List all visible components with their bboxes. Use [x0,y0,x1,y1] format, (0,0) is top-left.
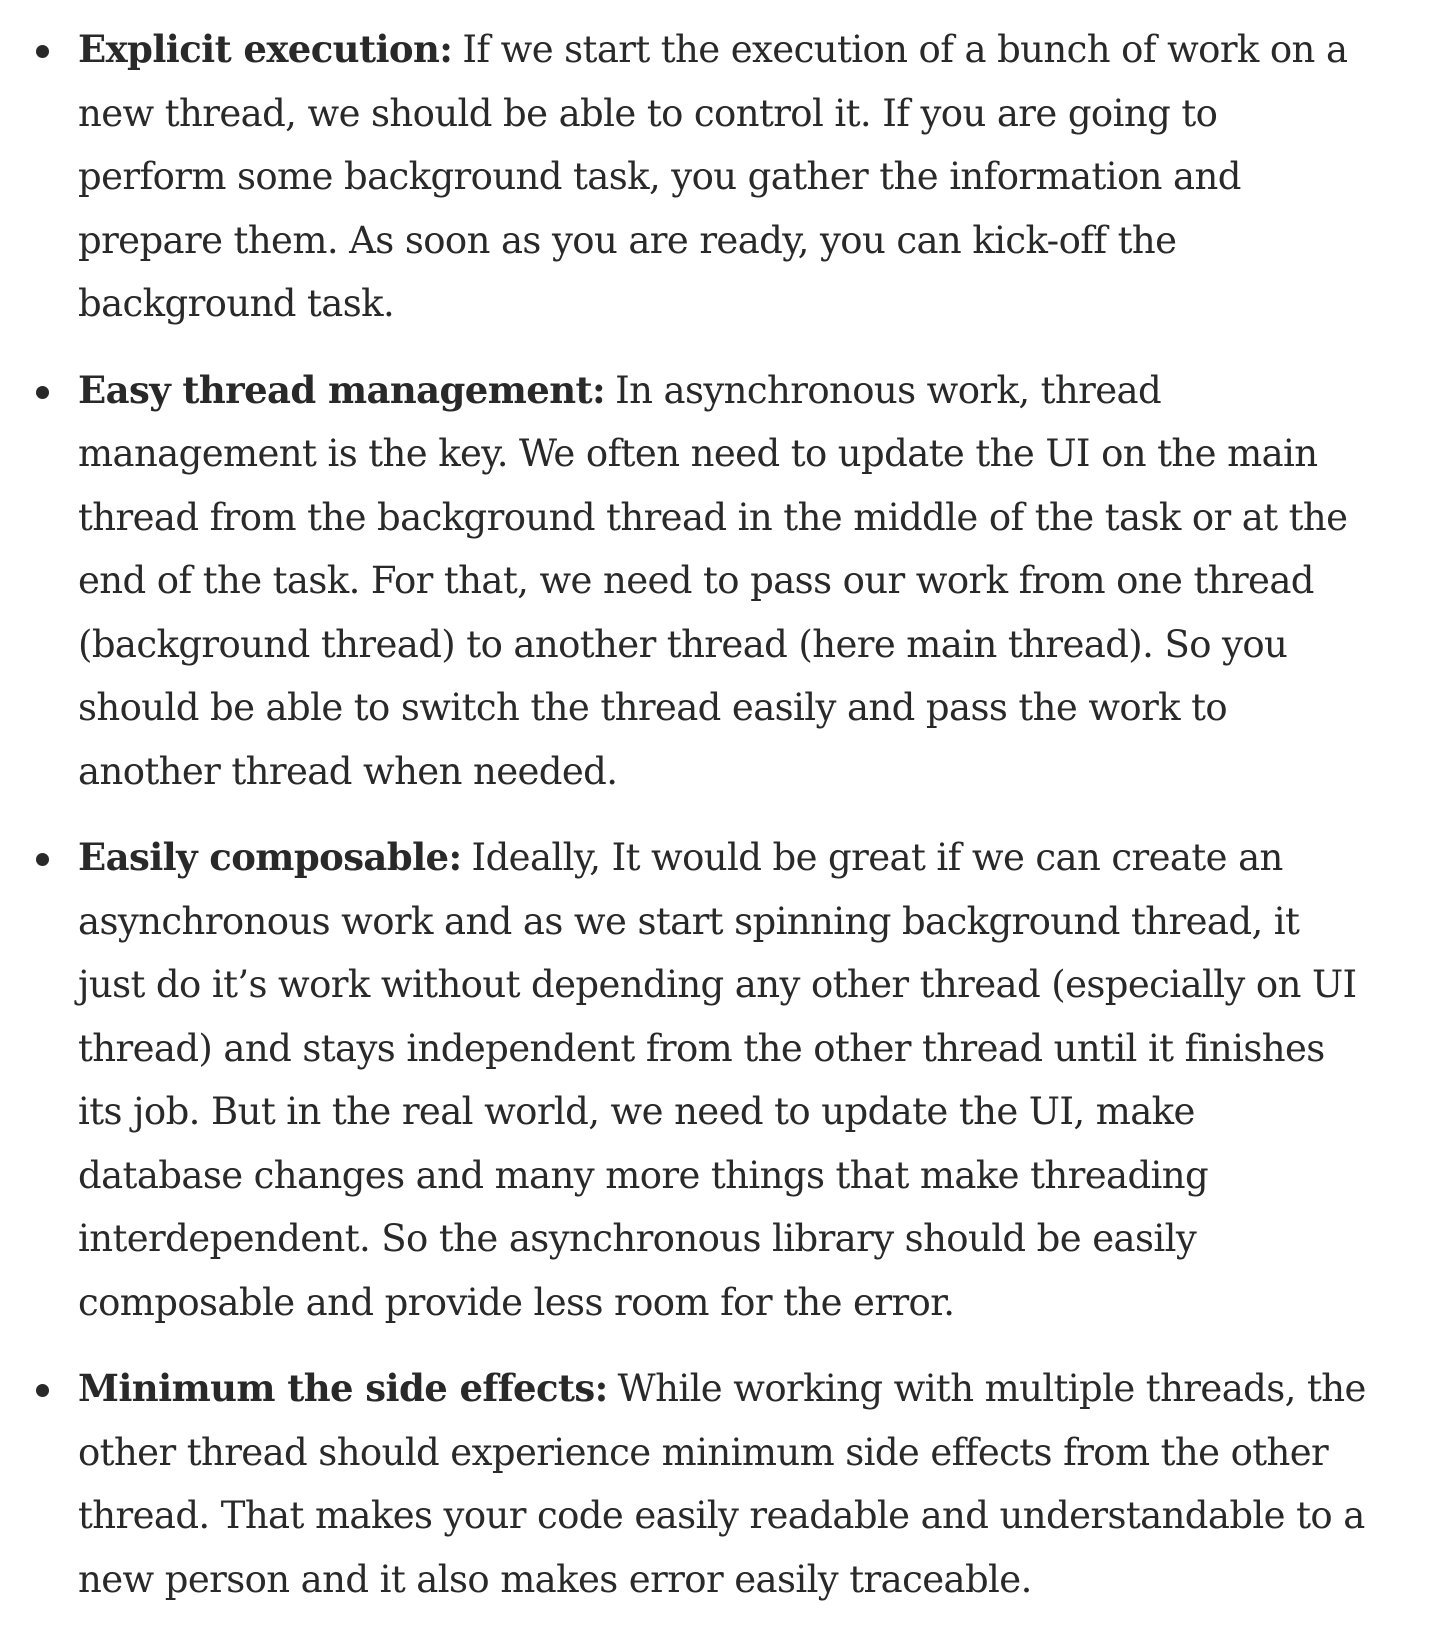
bullet-dot-icon [36,1384,49,1397]
item-text: Ideally, It would be great if we can create an asynchronous work and as we start spinning background thread, it just do it’s work without depending any other thread (especially on UI thread) and stays independent from the other thread until it finishes its job. But in the real world, we need to update the UI, make database changes and many more things that make threading interdependent. So the asynchronous library should be easily composable and provide less room for the error. [78,836,1357,1324]
item-text: In asynchronous work, thread management is the key. We often need to update the UI on the main thread from the background thread in the middle of the task or at the end of the task. For that, we need to pass our work from one thread (background thread) to another thread (here main thread). So you should be able to switch the thread easily and pass the work to another thread when needed. [78,368,1348,793]
list-item-explicit-execution [78,18,1370,336]
item-heading: Explicit execution: [78,27,453,71]
item-text: While working with multiple threads, the other thread should experience minimum side effects from the other thread. That makes your code easily readable and understandable to a new person and it also makes error easily traceable. [78,1367,1366,1601]
item-heading: Easily composable: [78,835,462,879]
bullet-dot-icon [36,853,49,866]
bullet-list [78,18,1370,1611]
bullet-dot-icon [36,45,49,58]
item-heading: Easy thread management: [78,367,606,412]
list-item-minimum-side-effects [78,1357,1370,1611]
list-item-easy-thread-management [78,359,1370,804]
bullet-dot-icon [36,386,49,399]
item-text: If we start the execution of a bunch of work on a new thread, we should be able to control it. If you are going to perform some background task, you gather the information and prepare them. As soon as you are ready, you can kick-off the background task. [78,28,1348,325]
item-heading: Minimum the side effects: [78,1366,608,1410]
list-item-easily-composable [78,826,1370,1334]
